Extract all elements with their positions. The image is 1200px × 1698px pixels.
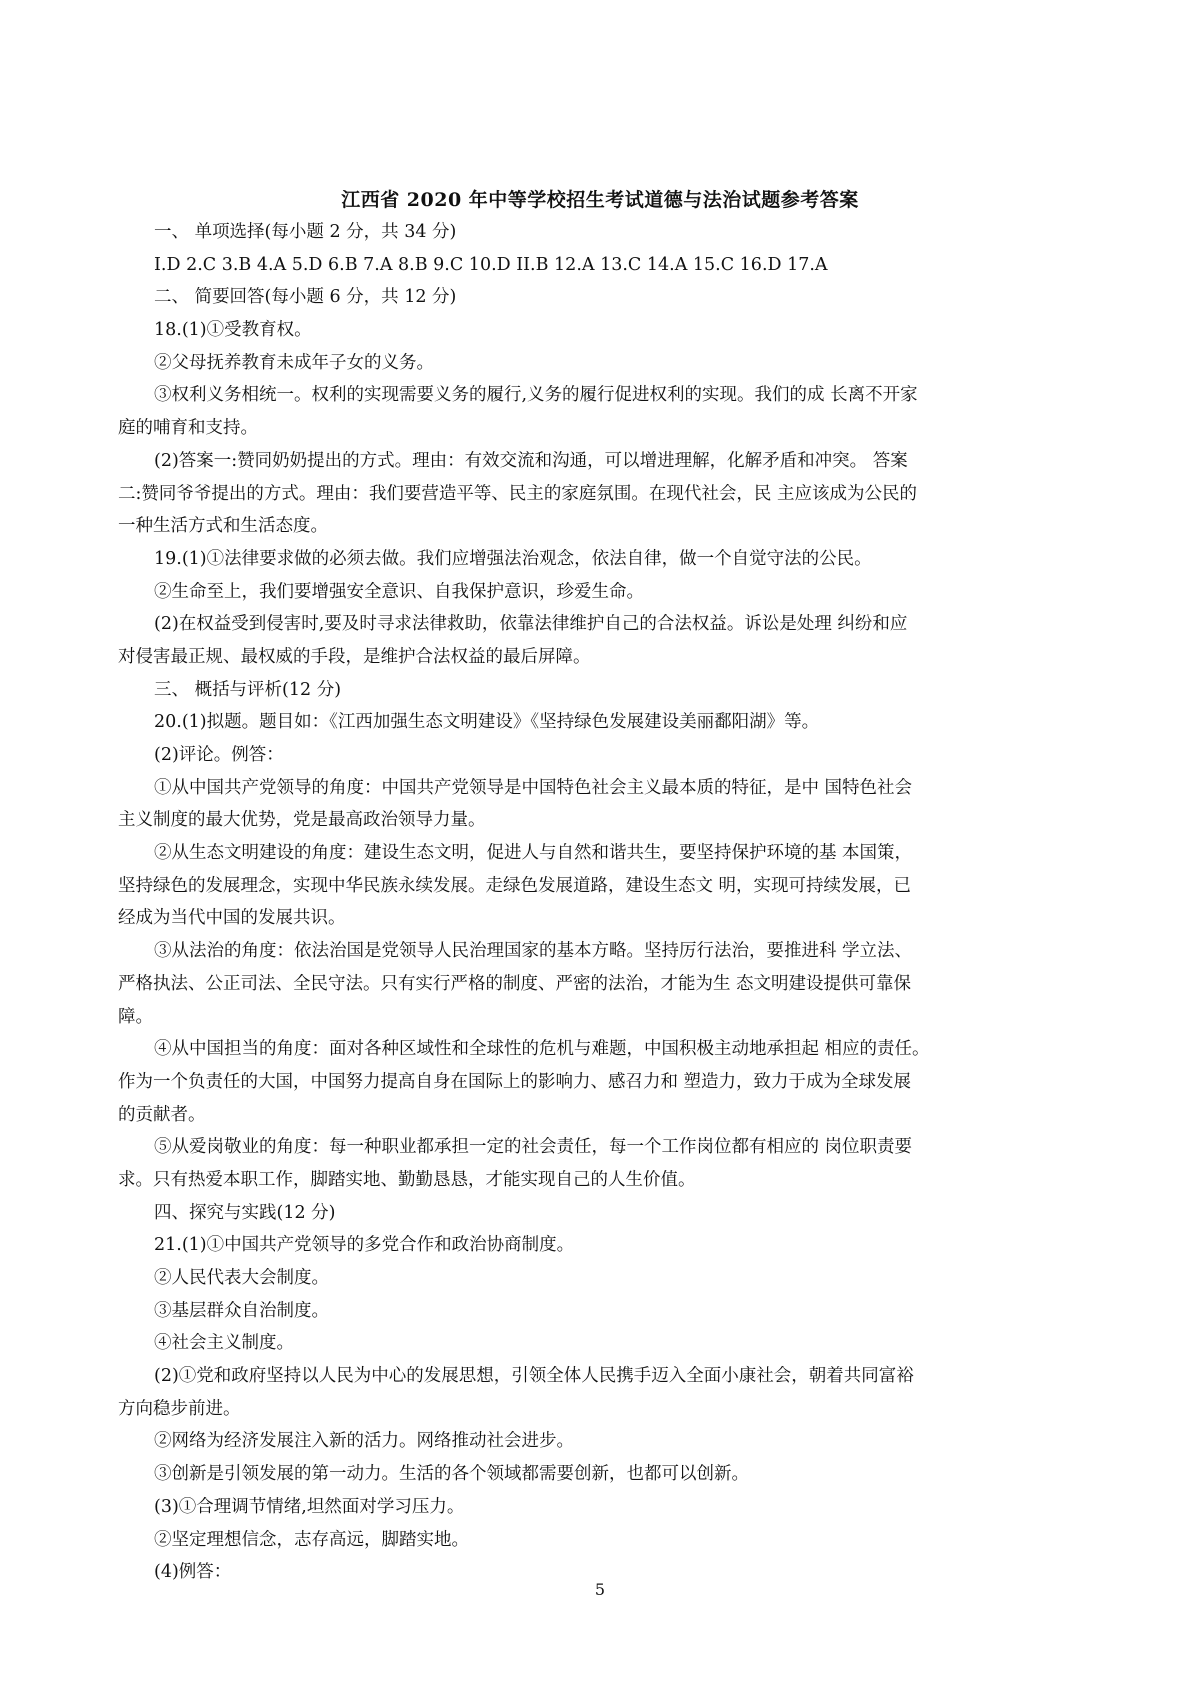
text-line: (3)①合理调节情绪,坦然面对学习压力。: [154, 1496, 465, 1517]
text-line: 21.(1)①中国共产党领导的多党合作和政治协商制度。: [154, 1235, 575, 1256]
text-line: ④从中国担当的角度：面对各种区域性和全球性的危机与难题，中国积极主动地承担起 相应的责任。: [154, 1039, 930, 1060]
text-line: 18.(1)①受教育权。: [154, 320, 312, 341]
text-line: 19.(1)①法律要求做的必须去做。我们应增强法治观念，依法自律，做一个自觉守法的公民。: [154, 548, 872, 569]
text-line: 坚持绿色的发展理念，实现中华民族永续发展。走绿色发展道路，建设生态文 明，实现可持续发展，已: [118, 875, 912, 896]
text-line: I.D 2.C 3.B 4.A 5.D 6.B 7.A 8.B 9.C 10.D II.B 12.A 13.C 14.A 15.C 16.D 17.A: [154, 254, 828, 275]
text-line: 三、 概括与评析(12 分): [154, 679, 342, 700]
text-line: (2)在权益受到侵害时,要及时寻求法律救助，依靠法律维护自己的合法权益。诉讼是处理 纠纷和应: [154, 614, 908, 635]
text-line: ②生命至上，我们要增强安全意识、自我保护意识，珍爱生命。: [154, 581, 644, 602]
text-line: 主义制度的最大优势，党是最高政治领导力量。: [118, 810, 486, 831]
text-line: 作为一个负责任的大国，中国努力提高自身在国际上的影响力、感召力和 塑造力，致力于成为全球发展: [118, 1071, 912, 1092]
text-line: 二:赞同爷爷提出的方式。理由：我们要营造平等、民主的家庭氛围。在现代社会，民 主应该成为公民的: [118, 483, 917, 504]
text-line: ③创新是引领发展的第一动力。生活的各个领域都需要创新，也都可以创新。: [154, 1464, 749, 1485]
text-line: (2)答案一:赞同奶奶提出的方式。理由：有效交流和沟通，可以增进理解，化解矛盾和冲突。 答案: [154, 450, 908, 471]
text-line: 严格执法、公正司法、全民守法。只有实行严格的制度、严密的法治，才能为生 态文明建设提供可靠保: [118, 973, 912, 994]
text-line: ③基层群众自治制度。: [154, 1300, 329, 1321]
text-line: ③从法治的角度：依法治国是党领导人民治理国家的基本方略。坚持厉行法治，要推进科 学立法、: [154, 941, 913, 962]
text-line: ①从中国共产党领导的角度：中国共产党领导是中国特色社会主义最本质的特征，是中 国特色社会: [154, 777, 913, 798]
text-line: 四、探究与实践(12 分): [154, 1202, 336, 1223]
text-line: ②坚定理想信念，志存高远，脚踏实地。: [154, 1529, 469, 1550]
text-line: 庭的哺育和支持。: [118, 418, 258, 439]
text-line: 一种生活方式和生活态度。: [118, 516, 328, 537]
text-line: 对侵害最正规、最权威的手段，是维护合法权益的最后屏障。: [118, 646, 591, 667]
answer-body: [118, 216, 1098, 1589]
text-line: 20.(1)拟题。题目如：《江西加强生态文明建设》《坚持绿色发展建设美丽鄱阳湖》等。: [154, 712, 820, 733]
text-line: ③权利义务相统一。权利的实现需要义务的履行,义务的履行促进权利的实现。我们的成 长离不开家: [154, 385, 918, 406]
text-line: (4)例答：: [154, 1562, 232, 1583]
text-line: 方向稳步前进。: [118, 1398, 241, 1419]
text-line: 经成为当代中国的发展共识。: [118, 908, 346, 929]
document-title: 江西省 2020 年中等学校招生考试道德与法治试题参考答案: [341, 189, 859, 211]
text-line: ②父母抚养教育未成年子女的义务。: [154, 352, 434, 373]
text-line: ②从生态文明建设的角度：建设生态文明，促进人与自然和谐共生，要坚持保护环境的基 本国策，: [154, 843, 913, 864]
page-number: 5: [594, 1580, 606, 1599]
text-line: ②网络为经济发展注入新的活力。网络推动社会进步。: [154, 1431, 574, 1452]
text-line: (2)①党和政府坚持以人民为中心的发展思想，引领全体人民携手迈入全面小康社会，朝着共同富裕: [154, 1366, 914, 1387]
text-line: 的贡献者。: [118, 1104, 206, 1125]
text-line: ⑤从爱岗敬业的角度：每一种职业都承担一定的社会责任，每一个工作岗位都有相应的 岗位职责要: [154, 1137, 913, 1158]
text-line: 求。只有热爱本职工作，脚踏实地、勤勤恳恳，才能实现自己的人生价值。: [118, 1169, 696, 1190]
text-line: (2)评论。例答：: [154, 745, 284, 765]
text-line: 障。: [118, 1006, 153, 1027]
text-line: ④社会主义制度。: [154, 1333, 294, 1354]
text-line: 二、 简要回答(每小题 6 分，共 12 分): [154, 287, 457, 308]
text-line: 一、 单项选择(每小题 2 分，共 34 分): [154, 222, 457, 242]
text-line: ②人民代表大会制度。: [154, 1268, 329, 1288]
